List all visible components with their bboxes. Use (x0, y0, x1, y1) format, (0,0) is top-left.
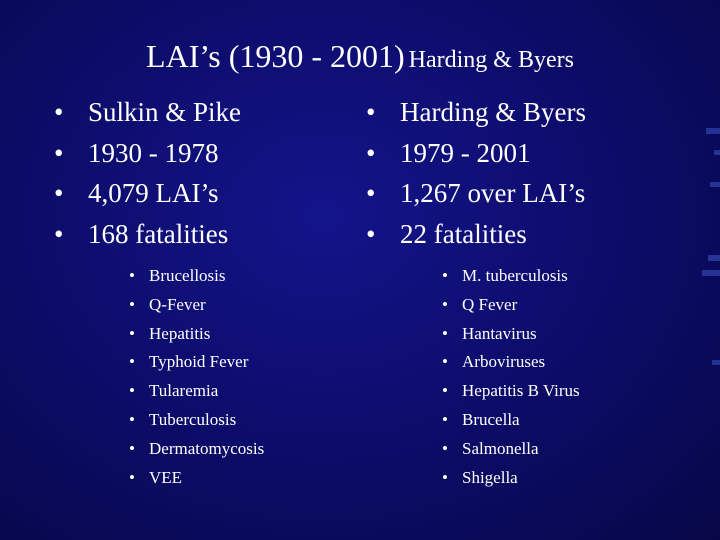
sub-list-item-text: Shigella (462, 467, 518, 487)
bullet-icon: • (129, 467, 135, 487)
sub-list-item (442, 348, 586, 377)
sub-list-item (129, 435, 264, 464)
sub-list-item (442, 291, 586, 320)
sub-list-item-text: Tuberculosis (149, 409, 237, 429)
edge-bar (706, 128, 720, 134)
bullet-icon: • (366, 137, 376, 168)
list-item (366, 173, 586, 214)
sub-list-item-text: Brucella (462, 409, 520, 429)
sub-list-item-text: Dermatomycosis (149, 438, 265, 458)
bullet-icon: • (54, 178, 64, 208)
edge-bar (712, 360, 720, 365)
bullet-icon: • (129, 266, 135, 285)
bullet-icon: • (129, 323, 135, 343)
sub-list-item-text: Hantavirus (462, 323, 537, 343)
bullet-icon: • (442, 266, 448, 285)
bullet-icon: • (366, 178, 376, 208)
bullet-icon: • (442, 438, 448, 458)
sub-list-item-text: Hepatitis (149, 323, 211, 343)
list-item-text: Sulkin & Pike (88, 97, 242, 127)
bullet-icon: • (54, 137, 64, 168)
bullet-icon: • (366, 97, 376, 127)
slide-title-main: LAI’s (1930 - 2001) (146, 38, 405, 74)
bullet-icon: • (442, 409, 448, 429)
left-sub-list (129, 262, 264, 492)
edge-bar (714, 150, 720, 155)
sub-list-item-text: Q-Fever (149, 294, 206, 314)
sub-list-item (129, 320, 264, 349)
sub-list-item (442, 377, 586, 406)
sub-list-item (129, 262, 264, 291)
sub-list-item-text: Brucellosis (149, 266, 226, 285)
list-item (54, 92, 264, 133)
left-column (54, 92, 264, 492)
slide-title-sub: Harding & Byers (408, 47, 574, 73)
list-item-text: 1979 - 2001 (400, 137, 531, 168)
list-item (54, 173, 264, 214)
bullet-icon: • (442, 294, 448, 314)
sub-list-item (129, 348, 264, 377)
sub-list-item (442, 406, 586, 435)
left-main-list (54, 92, 264, 254)
sub-list-item-text: Typhoid Fever (149, 352, 249, 372)
sub-list-item-text: Q Fever (462, 294, 518, 314)
sub-list-item (129, 464, 264, 493)
right-sub-list (442, 262, 586, 492)
edge-bar (708, 255, 720, 261)
edge-bar (710, 182, 720, 187)
list-item (366, 214, 586, 255)
bullet-icon: • (129, 438, 135, 458)
list-item-text: 1,267 over LAI’s (400, 178, 586, 208)
bullet-icon: • (129, 409, 135, 429)
bullet-icon: • (442, 381, 448, 401)
edge-bar (702, 270, 720, 276)
sub-list-item-text: M. tuberculosis (462, 266, 568, 285)
right-column (366, 92, 586, 492)
sub-list-item (129, 291, 264, 320)
list-item-text: 168 fatalities (88, 218, 229, 249)
list-item (366, 92, 586, 133)
bullet-icon: • (442, 323, 448, 343)
sub-list-item-text: VEE (149, 467, 183, 487)
bullet-icon: • (129, 352, 135, 372)
list-item-text: Harding & Byers (400, 97, 586, 127)
list-item (54, 133, 264, 174)
sub-list-item (442, 320, 586, 349)
bullet-icon: • (442, 467, 448, 487)
bullet-icon: • (442, 352, 448, 372)
right-main-list (366, 92, 586, 254)
sub-list-item (442, 435, 586, 464)
bullet-icon: • (129, 294, 135, 314)
list-item-text: 1930 - 1978 (88, 137, 219, 168)
bullet-icon: • (54, 218, 64, 249)
sub-list-item-text: Tularemia (149, 381, 219, 401)
list-item (54, 214, 264, 255)
sub-list-item (129, 406, 264, 435)
sub-list-item-text: Arboviruses (462, 352, 546, 372)
sub-list-item (442, 464, 586, 493)
list-item-text: 22 fatalities (400, 218, 527, 249)
bullet-icon: • (366, 218, 376, 249)
bullet-icon: • (54, 97, 64, 127)
sub-list-item-text: Hepatitis B Virus (462, 381, 580, 401)
list-item-text: 4,079 LAI’s (88, 178, 219, 208)
bullet-icon: • (129, 381, 135, 401)
sub-list-item (129, 377, 264, 406)
slide-title (0, 38, 720, 75)
sub-list-item (442, 262, 586, 291)
sub-list-item-text: Salmonella (462, 438, 539, 458)
list-item (366, 133, 586, 174)
